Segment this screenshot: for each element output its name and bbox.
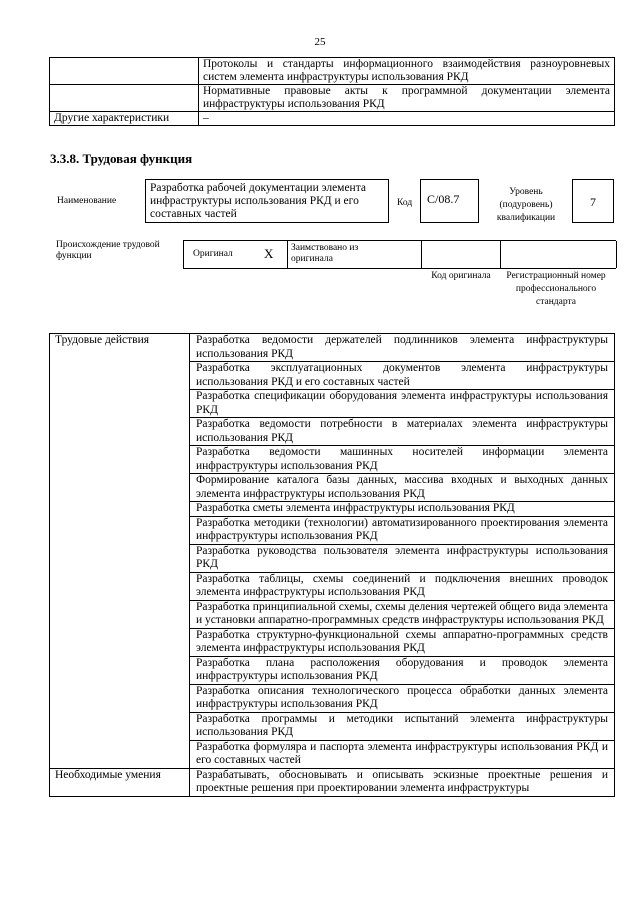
labor-action-item: Разработка руководства пользователя элемента инфраструктуры использования РКД (190, 544, 615, 572)
labor-action-item: Разработка формуляра и паспорта элемента инфраструктуры использования РКД и его составных частей (190, 740, 615, 768)
code-original-caption: Код оригинала (431, 271, 491, 281)
labor-actions-label: Трудовые действия (50, 334, 190, 769)
function-name: Разработка рабочей документации элемента инфраструктуры использования РКД и его составных частей (145, 179, 389, 223)
origin-row (183, 240, 616, 269)
table-row (50, 112, 615, 126)
labor-action-item: Разработка программы и методики испытаний элемента инфраструктуры использования РКД (190, 712, 615, 740)
original-label: Оригинал (193, 249, 233, 259)
table-row (50, 58, 615, 85)
labor-action-item: Разработка ведомости держателей подлинников элемента инфраструктуры использования РКД (190, 334, 615, 362)
row-text: Протоколы и стандарты информационного взаимодействия разноуровневых систем элемента инфраструктуры использования РКД (199, 58, 615, 85)
labor-action-item: Формирование каталога базы данных, массива входных и выходных данных элемента инфраструктуры использования РКД (190, 474, 615, 502)
skill-item: Разрабатывать, обосновывать и описывать эскизные проектные решения и проектные решения при проектировании элемента инфраструктуры (190, 768, 615, 796)
row-text: – (199, 112, 615, 126)
row-text: Нормативные правовые акты к программной документации элемента инфраструктуры использования РКД (199, 85, 615, 112)
labor-action-item: Разработка спецификации оборудования элемента инфраструктуры использования РКД (190, 390, 615, 418)
row-label: Другие характеристики (50, 112, 199, 126)
labor-action-item: Разработка ведомости машинных носителей информации элемента инфраструктуры использования РКД (190, 446, 615, 474)
labor-action-item: Разработка методики (технологии) автоматизированного проектирования элемента инфраструктуры использования РКД (190, 516, 615, 544)
original-mark: Х (264, 246, 274, 261)
qualification-level: 7 (572, 179, 614, 223)
continued-table (49, 57, 615, 126)
skills-label: Необходимые умения (50, 768, 190, 796)
level-label: Уровень (подуровень) квалификации (496, 187, 556, 223)
registration-number-caption: Регистрационный номер профессионального стандарта (506, 271, 606, 307)
row-label (50, 58, 199, 85)
page-number: 25 (314, 36, 326, 48)
labor-action-item: Разработка сметы элемента инфраструктуры использования РКД (190, 502, 615, 517)
labor-action-item: Разработка ведомости потребности в материалах элемента инфраструктуры использования РКД (190, 418, 615, 446)
name-label: Наименование (57, 196, 117, 206)
table-row (50, 85, 615, 112)
labor-action-item: Разработка принципиальной схемы, схемы деления чертежей общего вида элемента и установки аппаратно-программных средств инфраструктуры использования РКД (190, 600, 615, 628)
function-code: С/08.7 (420, 179, 479, 223)
borrowed-label: Заимствовано из оригинала (291, 243, 359, 264)
function-table (49, 333, 615, 797)
labor-action-item: Разработка описания технологического процесса обработки данных элемента инфраструктуры использования РКД (190, 684, 615, 712)
labor-action-item: Разработка таблицы, схемы соединений и подключения внешних проводок элемента инфраструктуры использования РКД (190, 572, 615, 600)
labor-action-item: Разработка плана расположения оборудования и проводок элемента инфраструктуры использования РКД (190, 656, 615, 684)
origin-label: Происхождение трудовой функции (56, 240, 160, 261)
labor-action-item: Разработка структурно-функциональной схемы аппаратно-программных средств элемента инфраструктуры использования РКД (190, 628, 615, 656)
labor-action-item: Разработка эксплуатационных документов элемента инфраструктуры использования РКД и его составных частей (190, 362, 615, 390)
section-title: 3.3.8. Трудовая функция (50, 151, 193, 166)
code-label: Код (397, 198, 413, 208)
table-row (50, 768, 615, 796)
table-row (50, 334, 615, 362)
row-label (50, 85, 199, 112)
